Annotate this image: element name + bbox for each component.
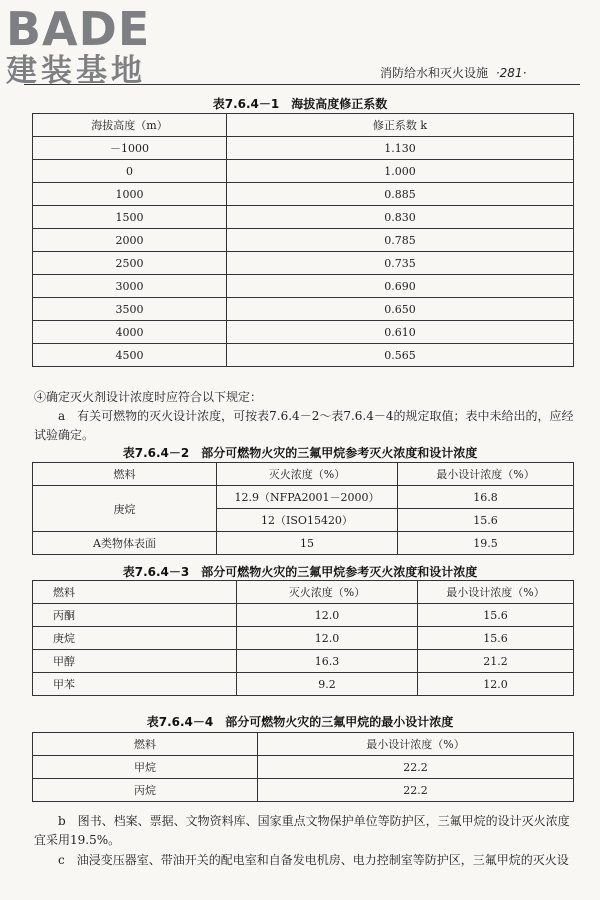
altitude-cell: 2500 <box>33 252 227 275</box>
col-header-fuel: 燃料 <box>33 733 258 756</box>
min-design-concentration-table <box>32 732 574 802</box>
table-row <box>33 779 574 802</box>
min-design-cell: 12.0 <box>418 673 574 696</box>
fuel-concentration-table <box>32 580 574 696</box>
min-design-cell: 22.2 <box>258 779 574 802</box>
extinguishing-cell: 15 <box>217 532 398 555</box>
col-header-min-design: 最小设计浓度（%） <box>418 581 574 604</box>
coefficient-cell: 1.000 <box>227 160 574 183</box>
extinguishing-cell: 12（ISO15420） <box>217 509 398 532</box>
col-header-fuel: 燃料 <box>33 581 237 604</box>
min-design-cell: 19.5 <box>398 532 574 555</box>
col-header-altitude: 海拔高度（m） <box>33 114 227 137</box>
extinguishing-cell: 9.2 <box>237 673 418 696</box>
coefficient-cell: 0.785 <box>227 229 574 252</box>
table-row <box>33 650 574 673</box>
extinguishing-cell: 12.9（NFPA2001－2000） <box>217 486 398 509</box>
rule-a-paragraph: a 有关可燃物的灭火设计浓度，可按表7.6.4－2～表7.6.4－4的规定取值；表中未给出的，应经试验确定。 <box>34 409 574 442</box>
altitude-cell: 3500 <box>33 298 227 321</box>
fuel-cell: 丙烷 <box>33 779 258 802</box>
table-row <box>33 160 574 183</box>
table-row <box>33 183 574 206</box>
fuel-cell: 庚烷 <box>33 486 217 532</box>
fuel-cell: 甲醇 <box>33 650 237 673</box>
altitude-cell: 1000 <box>33 183 227 206</box>
altitude-cell: 4500 <box>33 344 227 367</box>
coefficient-cell: 0.830 <box>227 206 574 229</box>
extinguishing-cell: 16.3 <box>237 650 418 673</box>
coefficient-cell: 0.735 <box>227 252 574 275</box>
logo-wordmark: BADE <box>6 2 151 56</box>
table3-caption: 表7.6.4－3 部分可燃物火灾的三氟甲烷参考灭火浓度和设计浓度 <box>122 565 478 579</box>
altitude-cell: 0 <box>33 160 227 183</box>
min-design-cell: 15.6 <box>398 509 574 532</box>
table-row <box>33 532 574 555</box>
table-row <box>33 756 574 779</box>
fuel-cell: 丙酮 <box>33 604 237 627</box>
coefficient-cell: 1.130 <box>227 137 574 160</box>
min-design-cell: 15.6 <box>418 627 574 650</box>
heptane-concentration-table <box>32 462 574 555</box>
header-rule <box>24 84 580 85</box>
table2-caption: 表7.6.4－2 部分可燃物火灾的三氟甲烷参考灭火浓度和设计浓度 <box>122 446 478 460</box>
coefficient-cell: 0.650 <box>227 298 574 321</box>
table-header-row <box>33 463 574 486</box>
rule-c-paragraph: c 油浸变压器室、带油开关的配电室和自备发电机房、电力控制室等防护区，三氟甲烷的灭火设 <box>58 853 569 867</box>
min-design-cell: 15.6 <box>418 604 574 627</box>
table-row <box>33 252 574 275</box>
coefficient-cell: 0.885 <box>227 183 574 206</box>
min-design-cell: 22.2 <box>258 756 574 779</box>
altitude-cell: －1000 <box>33 137 227 160</box>
col-header-fuel: 燃料 <box>33 463 217 486</box>
altitude-cell: 4000 <box>33 321 227 344</box>
fuel-cell: 庚烷 <box>33 627 237 650</box>
coefficient-cell: 0.690 <box>227 275 574 298</box>
table-row <box>33 486 574 509</box>
table-row <box>33 627 574 650</box>
col-header-min-design: 最小设计浓度（%） <box>398 463 574 486</box>
rule-intro-paragraph: ④确定灭火剂设计浓度时应符合以下规定： <box>34 390 263 404</box>
table-header-row <box>33 114 574 137</box>
table-header-row <box>33 581 574 604</box>
altitude-cell: 1500 <box>33 206 227 229</box>
table-row <box>33 229 574 252</box>
coefficient-cell: 0.610 <box>227 321 574 344</box>
altitude-correction-table <box>32 113 574 367</box>
table4-caption: 表7.6.4－4 部分可燃物火灾的三氟甲烷的最小设计浓度 <box>146 715 454 729</box>
fuel-cell: A类物体表面 <box>33 532 217 555</box>
fuel-cell: 甲烷 <box>33 756 258 779</box>
section-title: 消防给水和灭火设施 <box>380 66 489 80</box>
coefficient-cell: 0.565 <box>227 344 574 367</box>
col-header-extinguishing: 灭火浓度（%） <box>217 463 398 486</box>
min-design-cell: 16.8 <box>398 486 574 509</box>
altitude-cell: 3000 <box>33 275 227 298</box>
table-row <box>33 206 574 229</box>
table-row <box>33 298 574 321</box>
running-header <box>380 64 526 81</box>
table-row <box>33 604 574 627</box>
col-header-extinguishing: 灭火浓度（%） <box>237 581 418 604</box>
page-number: ·281· <box>495 66 527 80</box>
table-row <box>33 137 574 160</box>
publisher-logo <box>6 2 176 89</box>
table-row <box>33 275 574 298</box>
table-row <box>33 321 574 344</box>
fuel-cell: 甲苯 <box>33 673 237 696</box>
table1-caption: 表7.6.4－1 海拔高度修正系数 <box>212 97 388 111</box>
extinguishing-cell: 12.0 <box>237 627 418 650</box>
logo-chinese-name: 建装基地 <box>6 53 146 89</box>
table-row <box>33 344 574 367</box>
table-row <box>33 673 574 696</box>
extinguishing-cell: 12.0 <box>237 604 418 627</box>
col-header-min-design: 最小设计浓度（%） <box>258 733 574 756</box>
rule-b-paragraph: b 图书、档案、票据、文物资料库、国家重点文物保护单位等防护区，三氟甲烷的设计灭火浓度宜采用19.5%。 <box>34 814 570 847</box>
min-design-cell: 21.2 <box>418 650 574 673</box>
altitude-cell: 2000 <box>33 229 227 252</box>
col-header-coefficient: 修正系数 k <box>227 114 574 137</box>
table-header-row <box>33 733 574 756</box>
